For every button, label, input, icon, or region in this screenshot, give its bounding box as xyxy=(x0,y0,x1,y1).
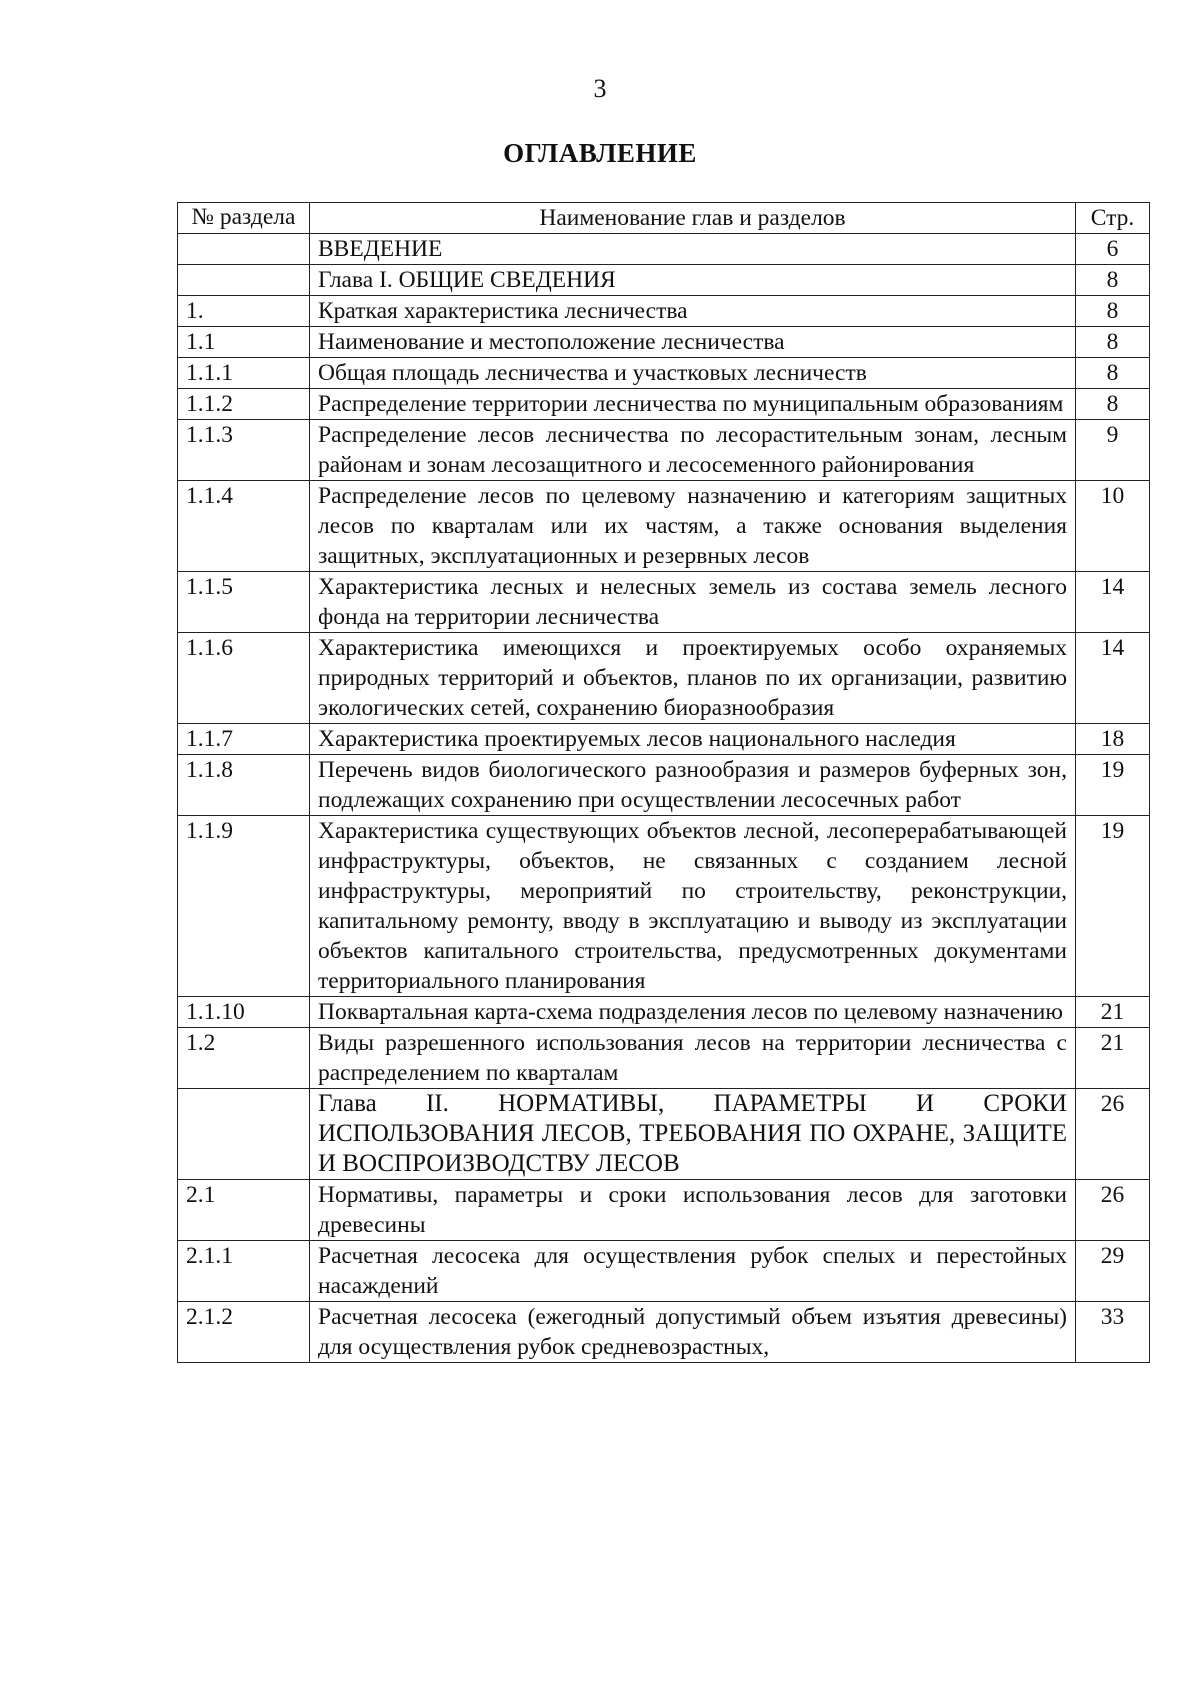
section-number: 1.1 xyxy=(178,327,310,358)
toc-header-row xyxy=(178,203,1150,234)
page-ref: 8 xyxy=(1076,389,1150,420)
page-ref: 26 xyxy=(1076,1180,1150,1241)
section-name: Характеристика имеющихся и проектируемых особо охраняемых природных территорий и объектов, планов по их организации, развитию экологических сетей, сохранению биоразнообразия xyxy=(310,633,1076,724)
page-ref: 10 xyxy=(1076,481,1150,572)
section-number: 1.1.4 xyxy=(178,481,310,572)
section-name: Характеристика существующих объектов лесной, лесоперерабатывающей инфраструктуры, объектов, не связанных с созданием лесной инфраструктуры, мероприятий по строительству, реконструкции, капитальному ремонту, вводу в эксплуатацию и выводу из эксплуатации объектов капитального строительства, предусмотренных документами территориального планирования xyxy=(310,816,1076,997)
toc-row xyxy=(178,234,1150,265)
page-ref: 8 xyxy=(1076,327,1150,358)
toc-row xyxy=(178,1180,1150,1241)
toc-row xyxy=(178,1089,1150,1180)
toc-table xyxy=(177,202,1150,1363)
section-name: Перечень видов биологического разнообразия и размеров буферных зон, подлежащих сохранению при осуществлении лесосечных работ xyxy=(310,755,1076,816)
section-name: Нормативы, параметры и сроки использования лесов для заготовки древесины xyxy=(310,1180,1076,1241)
section-name: Краткая характеристика лесничества xyxy=(310,296,1076,327)
toc-row xyxy=(178,358,1150,389)
toc-row xyxy=(178,572,1150,633)
toc-row xyxy=(178,1302,1150,1363)
toc-row xyxy=(178,296,1150,327)
toc-row xyxy=(178,420,1150,481)
section-number: 1.1.9 xyxy=(178,816,310,997)
page-ref: 19 xyxy=(1076,816,1150,997)
toc-row xyxy=(178,816,1150,997)
section-name: Распределение территории лесничества по муниципальным образованиям xyxy=(310,389,1076,420)
toc-row xyxy=(178,1241,1150,1302)
section-name: Распределение лесов лесничества по лесорастительным зонам, лесным районам и зонам лесозащитного и лесосеменного районирования xyxy=(310,420,1076,481)
section-name: Глава I. ОБЩИЕ СВЕДЕНИЯ xyxy=(310,265,1076,296)
page-ref: 14 xyxy=(1076,633,1150,724)
section-number: 1.1.5 xyxy=(178,572,310,633)
toc-row xyxy=(178,389,1150,420)
page-ref: 14 xyxy=(1076,572,1150,633)
page-ref: 9 xyxy=(1076,420,1150,481)
section-number: 1.1.8 xyxy=(178,755,310,816)
document-title: ОГЛАВЛЕНИЕ xyxy=(503,138,697,168)
page-ref: 8 xyxy=(1076,358,1150,389)
section-number: 1.1.3 xyxy=(178,420,310,481)
toc-row xyxy=(178,265,1150,296)
toc-row xyxy=(178,997,1150,1028)
toc-row xyxy=(178,481,1150,572)
section-number: 1.1.2 xyxy=(178,389,310,420)
section-name: Поквартальная карта-схема подразделения лесов по целевому назначению xyxy=(310,997,1076,1028)
header-page: Стр. xyxy=(1076,203,1150,234)
toc-row xyxy=(178,633,1150,724)
header-section-number: № раздела xyxy=(178,203,310,234)
page-ref: 21 xyxy=(1076,997,1150,1028)
page-ref: 8 xyxy=(1076,296,1150,327)
section-name: Характеристика лесных и нелесных земель из состава земель лесного фонда на территории лесничества xyxy=(310,572,1076,633)
section-name: Глава II. НОРМАТИВЫ, ПАРАМЕТРЫ И СРОКИ ИСПОЛЬЗОВАНИЯ ЛЕСОВ, ТРЕБОВАНИЯ ПО ОХРАНЕ, ЗАЩИТЕ И ВОСПРОИЗВОДСТВУ ЛЕСОВ xyxy=(310,1089,1076,1180)
page-ref: 33 xyxy=(1076,1302,1150,1363)
section-number: 1. xyxy=(178,296,310,327)
page-ref: 21 xyxy=(1076,1028,1150,1089)
section-number: 1.1.6 xyxy=(178,633,310,724)
section-number: 2.1.1 xyxy=(178,1241,310,1302)
section-number: 1.1.1 xyxy=(178,358,310,389)
page-ref: 8 xyxy=(1076,265,1150,296)
page-ref: 29 xyxy=(1076,1241,1150,1302)
page-ref: 19 xyxy=(1076,755,1150,816)
section-name: Расчетная лесосека для осуществления рубок спелых и перестойных насаждений xyxy=(310,1241,1076,1302)
header-section-name: Наименование глав и разделов xyxy=(310,203,1076,234)
section-number xyxy=(178,265,310,296)
section-name: Характеристика проектируемых лесов национального наследия xyxy=(310,724,1076,755)
page-ref: 26 xyxy=(1076,1089,1150,1180)
section-name: ВВЕДЕНИЕ xyxy=(310,234,1076,265)
section-number: 1.2 xyxy=(178,1028,310,1089)
page-number: 3 xyxy=(593,74,607,103)
section-number: 2.1.2 xyxy=(178,1302,310,1363)
section-name: Наименование и местоположение лесничества xyxy=(310,327,1076,358)
toc-row xyxy=(178,327,1150,358)
section-name: Распределение лесов по целевому назначению и категориям защитных лесов по кварталам или их частям, а также основания выделения защитных, эксплуатационных и резервных лесов xyxy=(310,481,1076,572)
section-number: 1.1.7 xyxy=(178,724,310,755)
section-name: Общая площадь лесничества и участковых лесничеств xyxy=(310,358,1076,389)
toc-row xyxy=(178,755,1150,816)
section-name: Виды разрешенного использования лесов на территории лесничества с распределением по кварталам xyxy=(310,1028,1076,1089)
section-number: 1.1.10 xyxy=(178,997,310,1028)
toc-row xyxy=(178,1028,1150,1089)
section-name: Расчетная лесосека (ежегодный допустимый объем изъятия древесины) для осуществления рубок средневозрастных, xyxy=(310,1302,1076,1363)
section-number: 2.1 xyxy=(178,1180,310,1241)
toc-row xyxy=(178,724,1150,755)
page-ref: 18 xyxy=(1076,724,1150,755)
section-number xyxy=(178,234,310,265)
section-number xyxy=(178,1089,310,1180)
page-ref: 6 xyxy=(1076,234,1150,265)
